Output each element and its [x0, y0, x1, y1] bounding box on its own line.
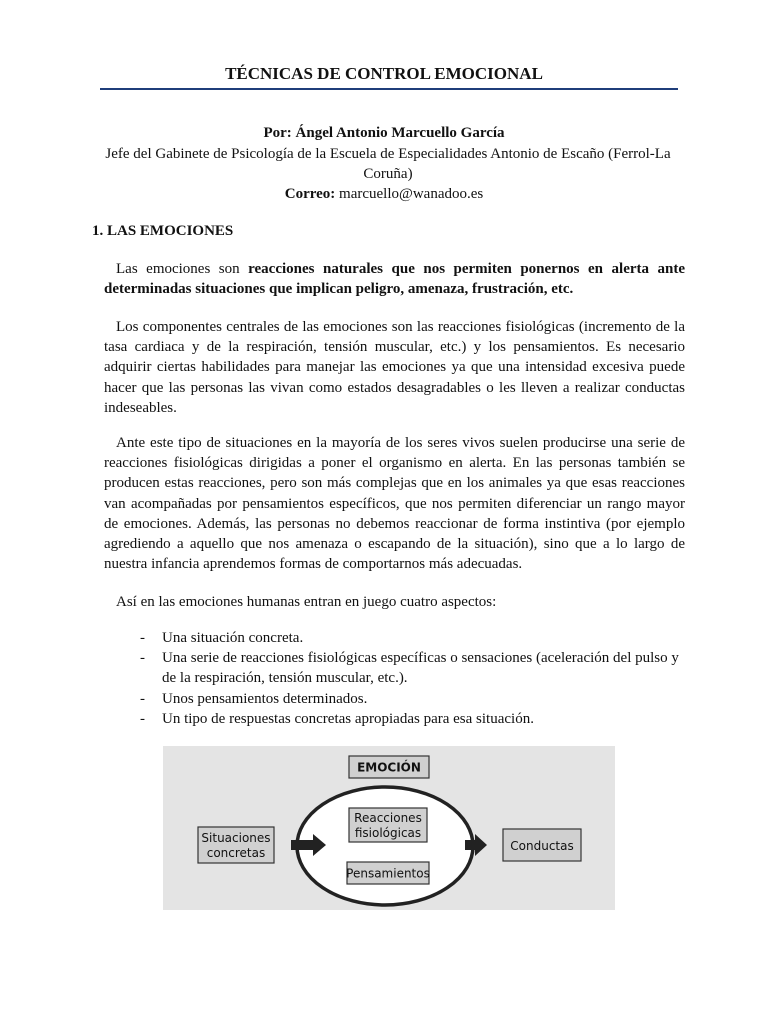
paragraph-1 — [104, 259, 685, 299]
paragraph-1-start: Las emociones son — [116, 261, 249, 277]
list-item-text: Un tipo de respuestas concretas apropiadas para esa situación. — [162, 710, 534, 727]
document-title: TÉCNICAS DE CONTROL EMOCIONAL — [225, 64, 543, 83]
paragraph-2: Los componentes centrales de las emociones son las reacciones fisiológicas (incremento de la tasa cardiaca y de la respiración, tensión muscular, etc.) y los pensamientos. Es necesario adquirir ciertas habilidades para manejar las emociones ya que una intensidad excesiva puede hacer que las personas las vivan como estados desagradables o les lleven a realizar conductas indeseables. — [104, 319, 685, 416]
list-item — [104, 709, 685, 729]
title-underline — [100, 88, 678, 90]
situaciones-label-line-2: concretas — [206, 846, 266, 860]
pensamientos-label: Pensamientos — [346, 866, 430, 881]
reacciones-label-line-2: fisiológicas — [354, 826, 422, 840]
author-affiliation: Jefe del Gabinete de Psicología de la Escuela de Especialidades Antonio de Escaño (Ferrol-La Coruña) — [105, 146, 671, 182]
list-item-text: Una serie de reacciones fisiológicas específicas o sensaciones (aceleración del pulso y de la respiración, tensión muscular, etc.). — [162, 650, 679, 687]
list-item — [104, 648, 685, 688]
author-line — [0, 123, 768, 143]
list-item — [104, 689, 685, 709]
list-item-text: Una situación concreta. — [162, 630, 304, 646]
list-marker: - — [140, 650, 145, 667]
list-item-text: Unos pensamientos determinados. — [162, 690, 368, 707]
reacciones-label-line-1: Reacciones — [354, 811, 422, 825]
email-label: Correo: — [284, 186, 336, 202]
paragraph-4: Así en las emociones humanas entran en juego cuatro aspectos: — [116, 594, 497, 610]
email-line — [0, 184, 768, 204]
paragraph-3: Ante este tipo de situaciones en la mayoría de los seres vivos suelen producirse una serie de reacciones fisiológicas dirigidas a poner el organismo en alerta. En las personas también se producen estas reacciones, pero son más complejas que en los animales ya que esas reacciones van acompañadas por pensamientos específicos, que nos permiten diferenciar un rango mayor de emociones. Además, las personas no debemos reaccionar de forma instintiva (por ejemplo agrediendo a aquello que nos amenaza o escapando de la situación), sino que a lo largo de nuestra infancia aprendemos formas de comportarnos más adecuadas. — [104, 435, 685, 573]
situaciones-label-line-1: Situaciones — [201, 831, 271, 845]
list-marker: - — [140, 690, 145, 707]
conductas-label: Conductas — [510, 839, 574, 853]
list-marker: - — [140, 710, 145, 727]
emocion-label: EMOCIÓN — [357, 760, 421, 775]
emotion-diagram-svg — [163, 746, 615, 910]
aspects-list — [104, 628, 685, 729]
paragraph-1-emphasis: reacciones naturales que nos permiten ponernos en alerta ante determinadas situaciones que implican peligro, amenaza, frustración, etc. — [104, 261, 685, 298]
list-marker: - — [140, 630, 145, 646]
list-item — [104, 628, 685, 648]
email-address: marcuello@wanadoo.es — [339, 186, 484, 202]
author-name: Por: Ángel Antonio Marcuello García — [263, 125, 505, 141]
emotion-diagram — [163, 746, 615, 910]
section-heading: 1. LAS EMOCIONES — [92, 223, 234, 239]
